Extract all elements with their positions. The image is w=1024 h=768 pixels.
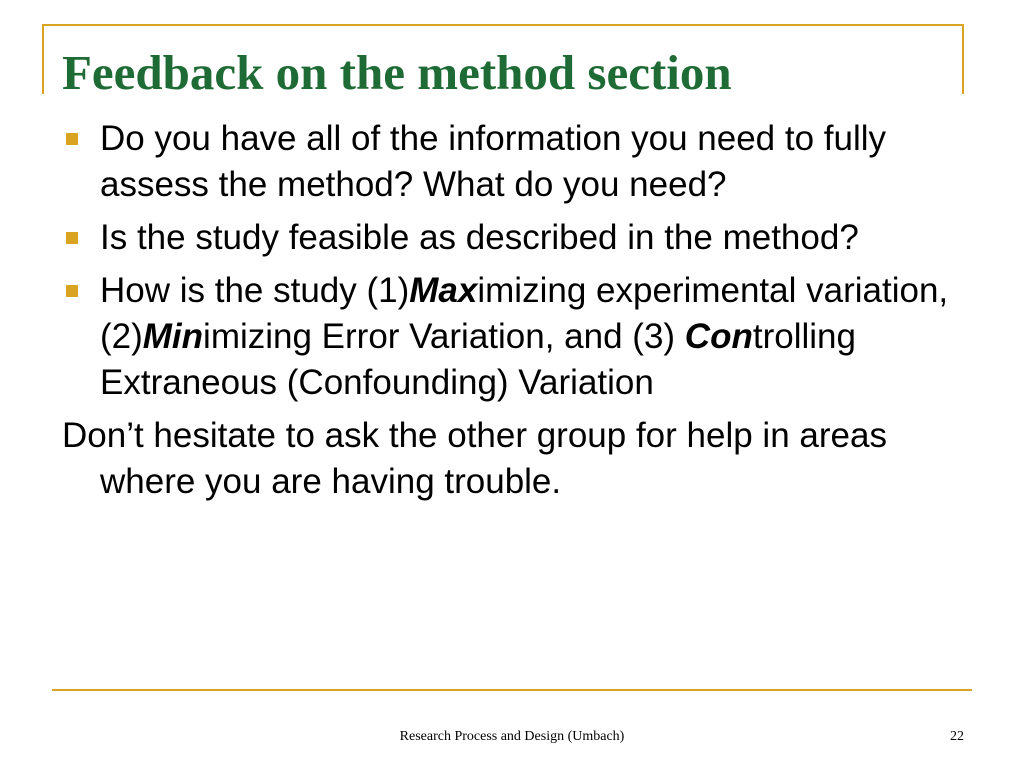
frame-top-line [42, 24, 964, 26]
emphasis-max: Max [409, 271, 478, 310]
emphasis-con: Con [684, 317, 753, 356]
square-bullet-icon [66, 285, 78, 297]
closing-note: Don’t hesitate to ask the other group for help in areas where you are having trouble. [62, 416, 887, 501]
footer-divider [52, 689, 972, 691]
bullet-list [62, 116, 962, 406]
bullet-text-segment: imizing Error Variation, and (3) [203, 317, 685, 356]
square-bullet-icon [66, 133, 78, 145]
bullet-text-segment: How is the study (1) [100, 271, 410, 310]
frame-right-line [962, 24, 964, 94]
bullet-text-segment: imizing experimental variation, (2) [100, 271, 949, 356]
square-bullet-icon [66, 232, 78, 244]
bullet-text: Do you have all of the information you need to fully assess the method? What do you need? [100, 119, 887, 204]
bullet-text: Is the study feasible as described in the method? [100, 218, 859, 257]
bullet-item [62, 116, 962, 208]
emphasis-min: Min [142, 317, 204, 356]
slide-title: Feedback on the method section [62, 45, 732, 100]
bullet-item [62, 268, 962, 406]
footer-text: Research Process and Design (Umbach) [399, 729, 625, 744]
frame-left-line [42, 24, 44, 94]
slide-body [62, 116, 962, 505]
page-number: 22 [950, 729, 964, 744]
bullet-text-segment: trolling Extraneous (Confounding) Variation [100, 317, 856, 402]
bullet-item [62, 215, 962, 261]
